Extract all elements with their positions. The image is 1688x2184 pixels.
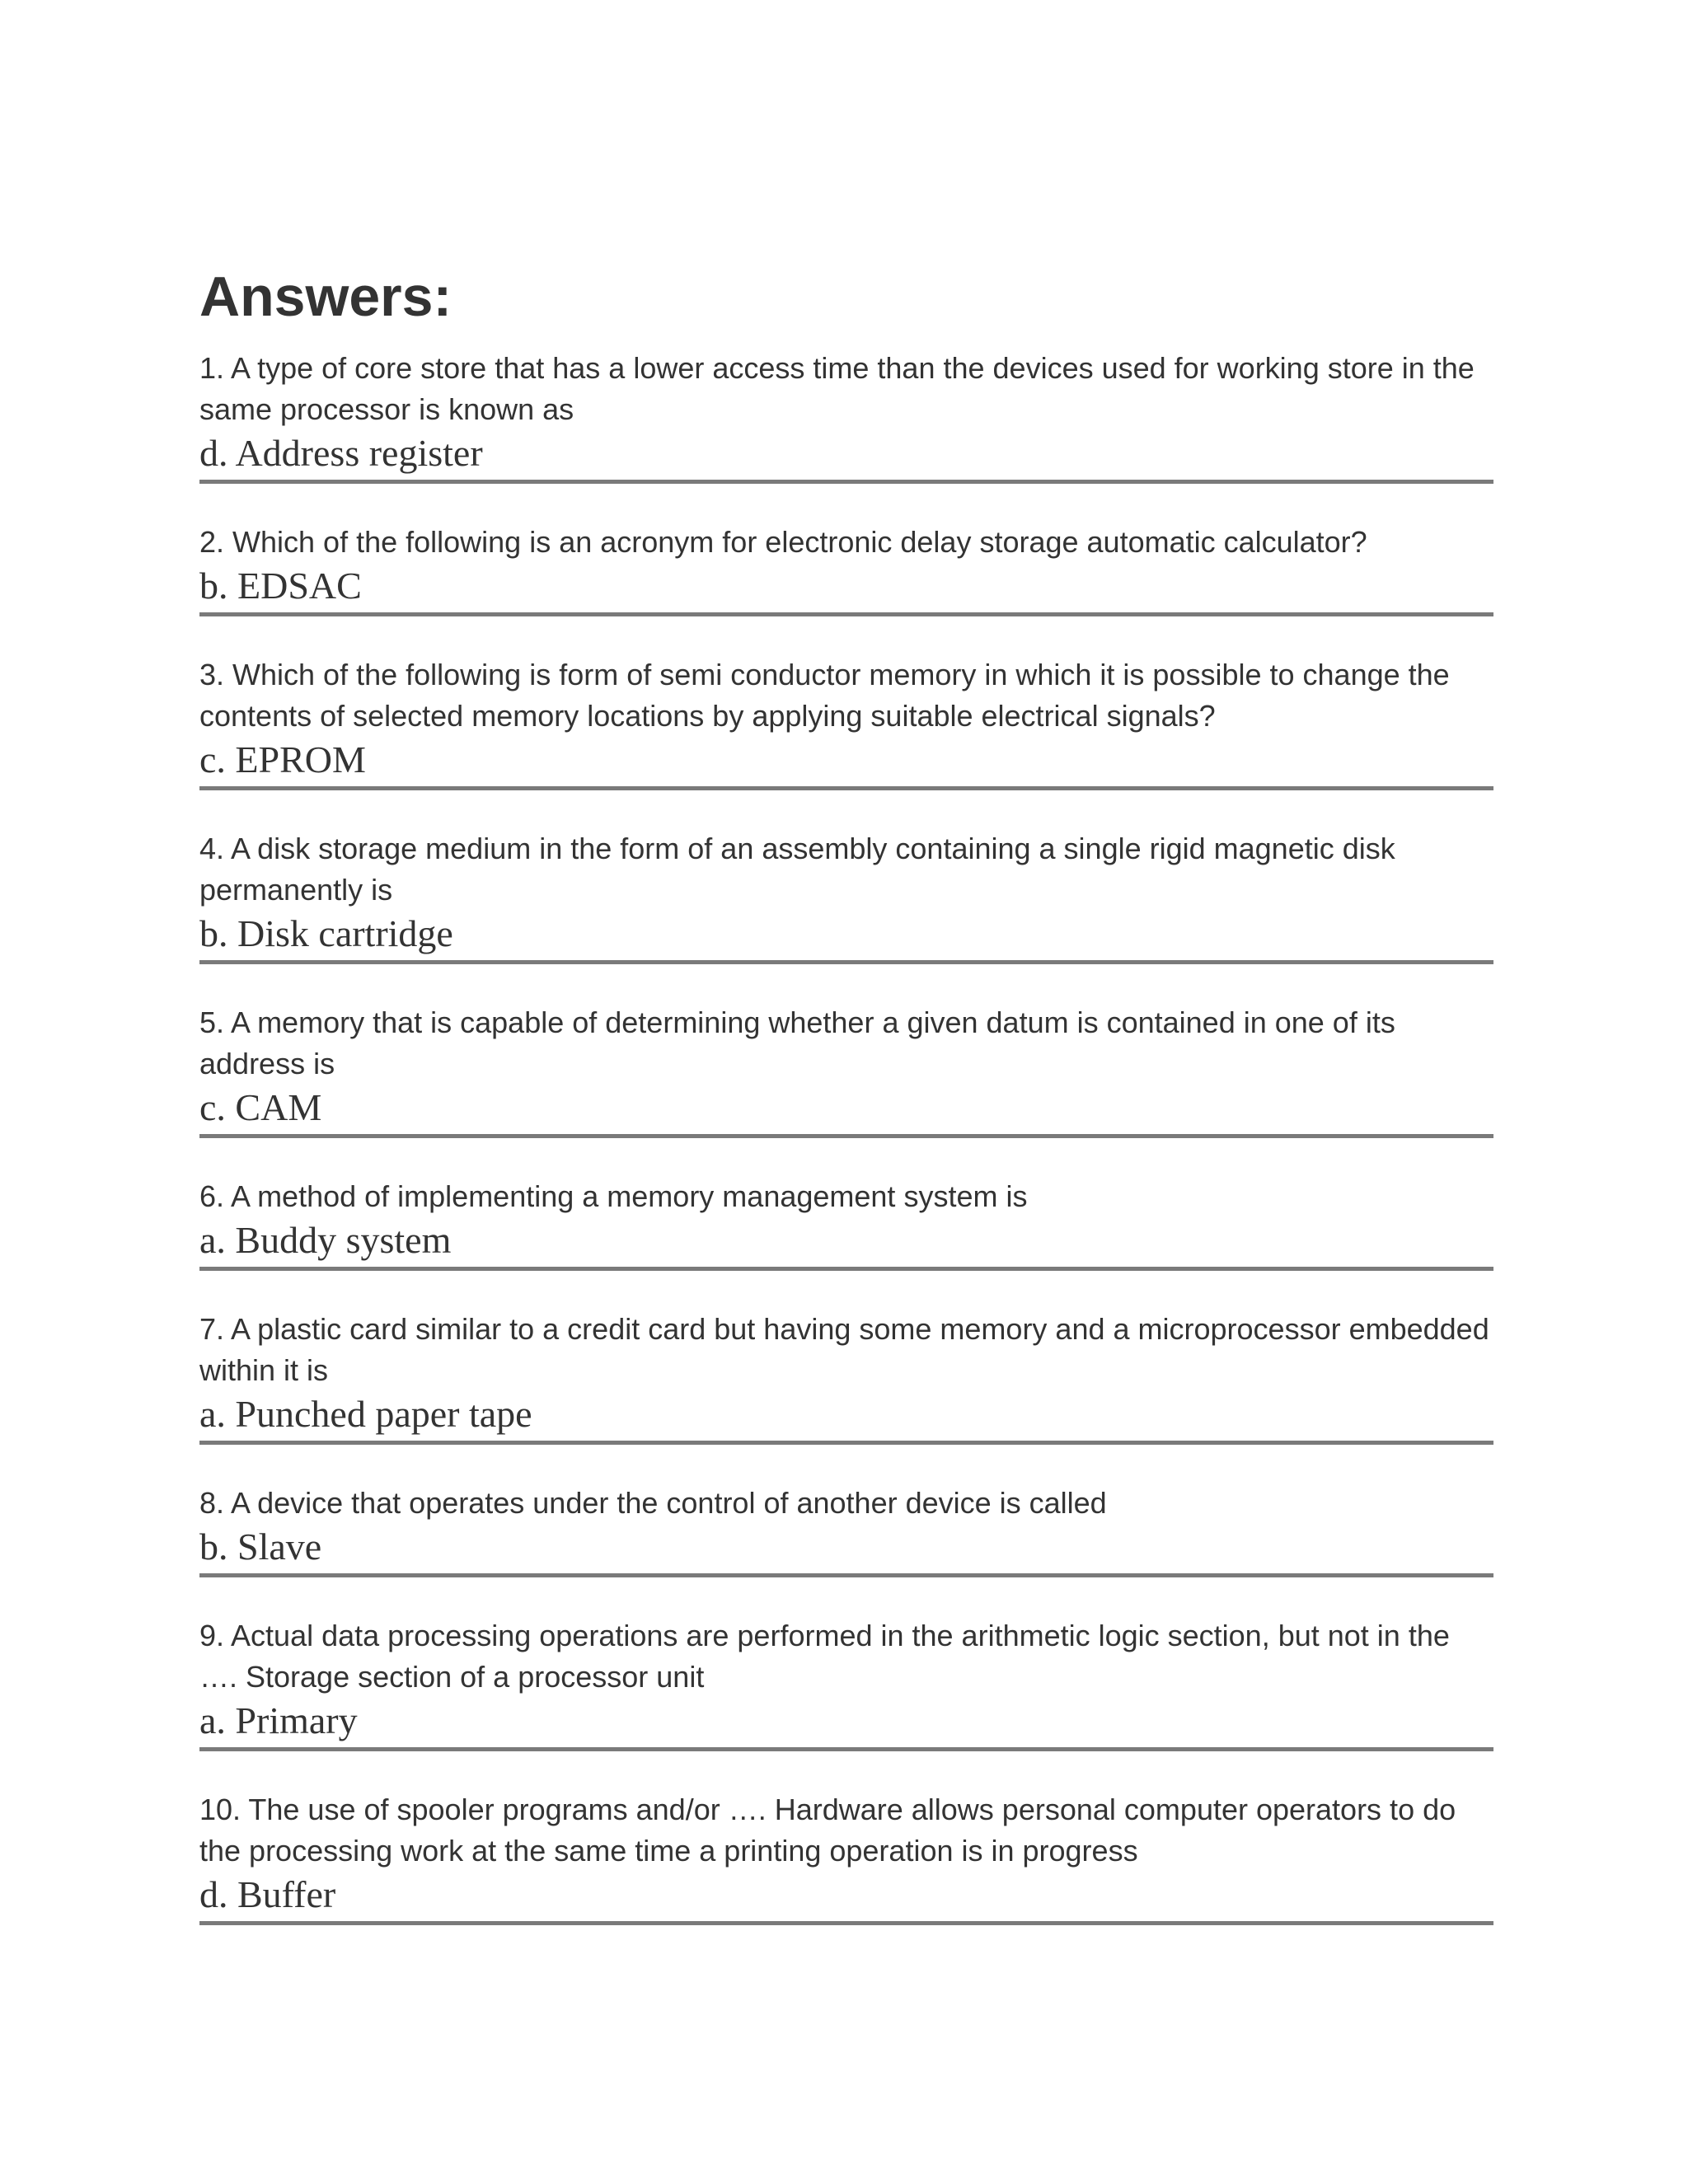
question-text: 10. The use of spooler programs and/or …. Hardware allows personal computer operators to do the processing work at the same time a printing operation is in progress [199, 1793, 1456, 1868]
page-title: Answers: [199, 265, 452, 328]
answer-text: d. Buffer [199, 1873, 336, 1915]
question-text: 8. A device that operates under the control of another device is called [199, 1486, 1107, 1520]
question-text: 9. Actual data processing operations are performed in the arithmetic logic section, but not in the …. Storage section of a processor unit [199, 1619, 1450, 1694]
answer-text: c. CAM [199, 1086, 322, 1128]
qa-item-8 [199, 1483, 1493, 1577]
qa-item-6 [199, 1176, 1493, 1271]
qa-item-1 [199, 348, 1493, 484]
qa-item-4 [199, 828, 1493, 964]
qa-item-10 [199, 1789, 1493, 1925]
answer-text: a. Punched paper tape [199, 1393, 532, 1435]
qa-item-7 [199, 1309, 1493, 1445]
answer-sheet [199, 262, 1493, 1963]
question-text: 2. Which of the following is an acronym for electronic delay storage automatic calculator? [199, 525, 1367, 559]
question-text: 5. A memory that is capable of determining whether a given datum is contained in one of its address is [199, 1005, 1395, 1080]
qa-item-2 [199, 522, 1493, 616]
answer-text: b. Disk cartridge [199, 912, 453, 954]
question-text: 3. Which of the following is form of semi conductor memory in which it is possible to change the contents of selected memory locations by applying suitable electrical signals? [199, 658, 1450, 733]
answer-text: b. EDSAC [199, 565, 362, 607]
answer-text: d. Address register [199, 432, 483, 474]
answer-text: a. Primary [199, 1699, 358, 1741]
answer-text: b. Slave [199, 1526, 322, 1568]
qa-item-5 [199, 1002, 1493, 1138]
qa-item-3 [199, 654, 1493, 790]
answer-text: c. EPROM [199, 738, 366, 780]
question-text: 7. A plastic card similar to a credit card but having some memory and a microprocessor embedded within it is [199, 1312, 1489, 1387]
question-text: 4. A disk storage medium in the form of an assembly containing a single rigid magnetic disk permanently is [199, 832, 1395, 907]
qa-item-9 [199, 1615, 1493, 1751]
answer-text: a. Buddy system [199, 1219, 452, 1261]
question-text: 1. A type of core store that has a lower access time than the devices used for working store in the same processor is known as [199, 351, 1475, 426]
question-text: 6. A method of implementing a memory management system is [199, 1179, 1028, 1213]
